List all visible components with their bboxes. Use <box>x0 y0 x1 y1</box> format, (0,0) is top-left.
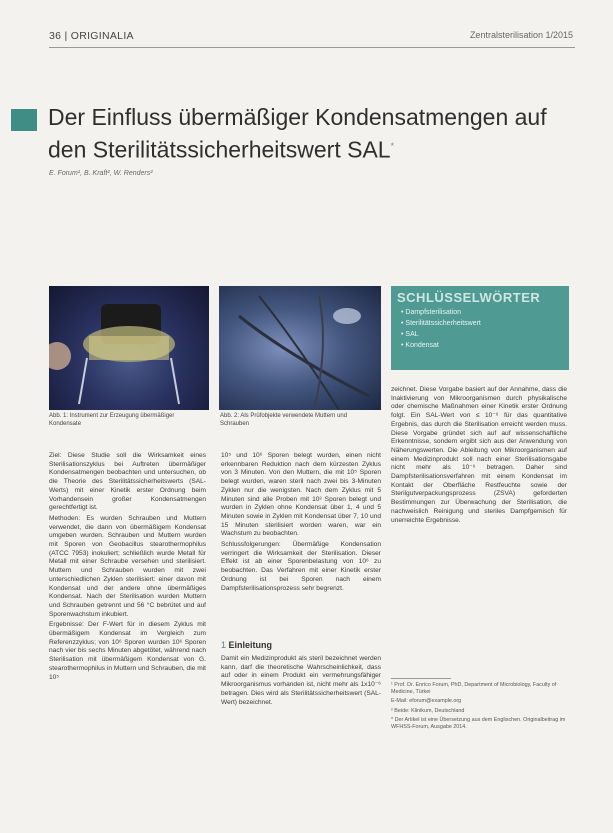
figure-2-illustration <box>219 286 381 410</box>
keyword-item: • Kondensat <box>401 340 569 351</box>
footnotes <box>391 682 569 733</box>
keywords-title: SCHLÜSSELWÖRTER <box>397 290 541 305</box>
keyword-item: • Dampfsterilisation <box>401 307 569 318</box>
keywords-list <box>391 307 569 351</box>
section-number: 1 <box>221 640 227 650</box>
title-marker <box>11 109 37 131</box>
footnote-item: E-Mail: eforum@example.org <box>391 698 462 705</box>
footnote-rule <box>391 678 451 679</box>
section-heading-introduction <box>221 640 272 650</box>
introduction-text <box>221 655 381 709</box>
introduction-paragraph: Damit ein Medizinprodukt als steril bezeichnet werden kann, darf die theoretische Wahrscheinlichkeit, dass auf oder in einem Produkt ein vermehrungsfähiger Mikroorganismus vorhanden ist, nicht mehr als 1x10⁻⁶ betragen. Dies wird als Sterilitätssicherheitswert (SAL-Wert) bezeichnet. <box>221 655 381 706</box>
section-title: Einleitung <box>228 640 273 650</box>
authors: E. Forum¹, B. Kraft², W. Renders² <box>49 170 153 177</box>
keyword-item: • SAL <box>401 329 569 340</box>
figure-1-photo <box>49 286 209 410</box>
figure-2-photo <box>219 286 381 410</box>
footnote-item: * Der Artikel ist eine Übersetzung aus dem Englischen. Originalbeitrag im WFHSS-Forum, Ausgabe 2014. <box>391 716 566 731</box>
abstract-results: Ergebnisse: Der F-Wert für in diesem Zyklus mit übermäßigem Kondensat im Vergleich zum Referenzzyklus; von 10⁶ Sporen wurden 10⁶ Sporen nach vier bis sechs Minuten abgetötet, während nach Sterilisation mit übermäßigem Kondensat von G. stearothermophilus in Muttern und Schrauben, die mit 10⁵ <box>49 621 206 681</box>
footnote-item: ² Beide: Klinikum, Deutschland <box>391 707 465 714</box>
abstract-conclusions: Schlussfolgerungen: Übermäßige Kondensation verringert die Wirksamkeit der Sterilisation. Dieser Effekt ist ab einer Sporenbelastung von 10⁶ zu beobachten. Das Verfahren mit einer Kinetik erster Ordnung ist bei Sporen nach einem Dampfsterilisationsprozess sehr begrenzt. <box>221 541 381 592</box>
section-label: 36 | ORIGINALIA <box>49 30 134 42</box>
body-column-3 <box>391 386 567 527</box>
figure-1-caption: Abb. 1: Instrument zur Erzeugung übermäßiger Kondensate <box>49 413 175 427</box>
keywords-box <box>391 286 569 370</box>
journal-issue: Zentralsterilisation 1/2015 <box>469 30 573 40</box>
abstract-results-cont: 10⁵ und 10⁶ Sporen belegt wurden, einen nicht erkennbaren Reduktion nach dem kürzesten Zyklus von 3 Minuten. Von den Muttern, die mit 10⁵ Sporen belegt wurden, waren steril nach zwei bis 3-Minuten Zyklen nur die wenigsten. Nach dem Zyklus mit 5 Minuten sind alle Proben mit 10³ Sporen belegt und wurden in Zyklen ohne Kondensat über 1, 4 und 5 Minuten sowie in Zyklen mit Kondensat über 7, 10 und 15 Minuten sterilisiert worden waren, war ein Wachstum zu beobachten. <box>221 452 381 538</box>
header-rule <box>49 47 575 48</box>
article-title <box>48 103 568 165</box>
abstract-column-1 <box>49 452 206 684</box>
title-footnote-mark: * <box>390 141 395 151</box>
introduction-paragraph-cont: zeichnet. Diese Vorgabe basiert auf der Annahme, dass die Inaktivierung von Mikroorganismen durch physikalische oder chemische Maßnahmen einer Kinetik erster Ordnung folgt. Ein SAL-Wert von ≤ 10⁻⁶ für das quantitative Ergebnis, das durch die Sterilisation erreicht werden muss. Diese Vorgabe gründet sich auf auf wissenschaftliche Erkenntnisse, sondern ergibt sich aus der Anwendung von Näherungswerten. Die Ableitung von Mikroorganismen auf einem Medizinprodukt soll nach einer Sterilisationsgabe nicht mehr als 10⁻⁶ betragen. Daher sind Dampfsterilisationsverfahren mit einem Kondensat im Kontakt der Oberfläche Restfeuchte sowie der Sterilgutverpackungsprozess (ZSVA) geforderten Bestimmungen zur Überwachung der Sterilisation, die nachweislich Reinigung und steriles Dampfgemisch für unerreichte Ergebnisse. <box>391 386 567 524</box>
footnote-item: ¹ Prof. Dr. Enrico Forum, PhD, Department of Microbiology, Faculty of Medicine, Türkei <box>391 682 557 696</box>
abstract-column-2 <box>221 452 381 595</box>
figure-2-caption: Abb. 2: Als Prüfobjekte verwendete Muttern und Schrauben <box>220 413 348 427</box>
article-title-text: Der Einfluss übermäßiger Kondensatmengen auf den Sterilitätssicherheitswert SAL <box>48 104 547 163</box>
keyword-item: • Sterilitätssicherheitswert <box>401 318 569 329</box>
abstract-aim: Ziel: Diese Studie soll die Wirksamkeit eines Sterilisationszyklus bei Auftreten übermäßiger Kondensatmengen beobachten und untersuchen, ob die Theorie des Sterilitätssicherheitswerts (SAL-Werts) mit einer Kinetik erster Ordnung beim Vorhandensein großer Kondensatmengen gerechtfertigt ist. <box>49 452 206 512</box>
figure-1-illustration <box>49 286 209 410</box>
abstract-methods: Methoden: Es wurden Schrauben und Muttern verwendet, die dann von übermäßigem Kondensat umgeben wurden. Schrauben und Muttern wurden mit Sporen von Geobacillus stearothermophilus (ATCC 7953) inokuliert; schließlich wurde Metall für Metall mit einer Schraube versehen und sterilisiert. Muttern und Schrauben wurden mit zwei unterschiedlichen Zyklen sterilisiert: einer davon mit Kondensat und der andere ohne übermäßiges Kondensat. Nach der Sterilisation wurden Muttern und Schrauben getrennt und 56 °C bebrütet und auf Sporenwachstum inkubiert. <box>49 514 206 618</box>
